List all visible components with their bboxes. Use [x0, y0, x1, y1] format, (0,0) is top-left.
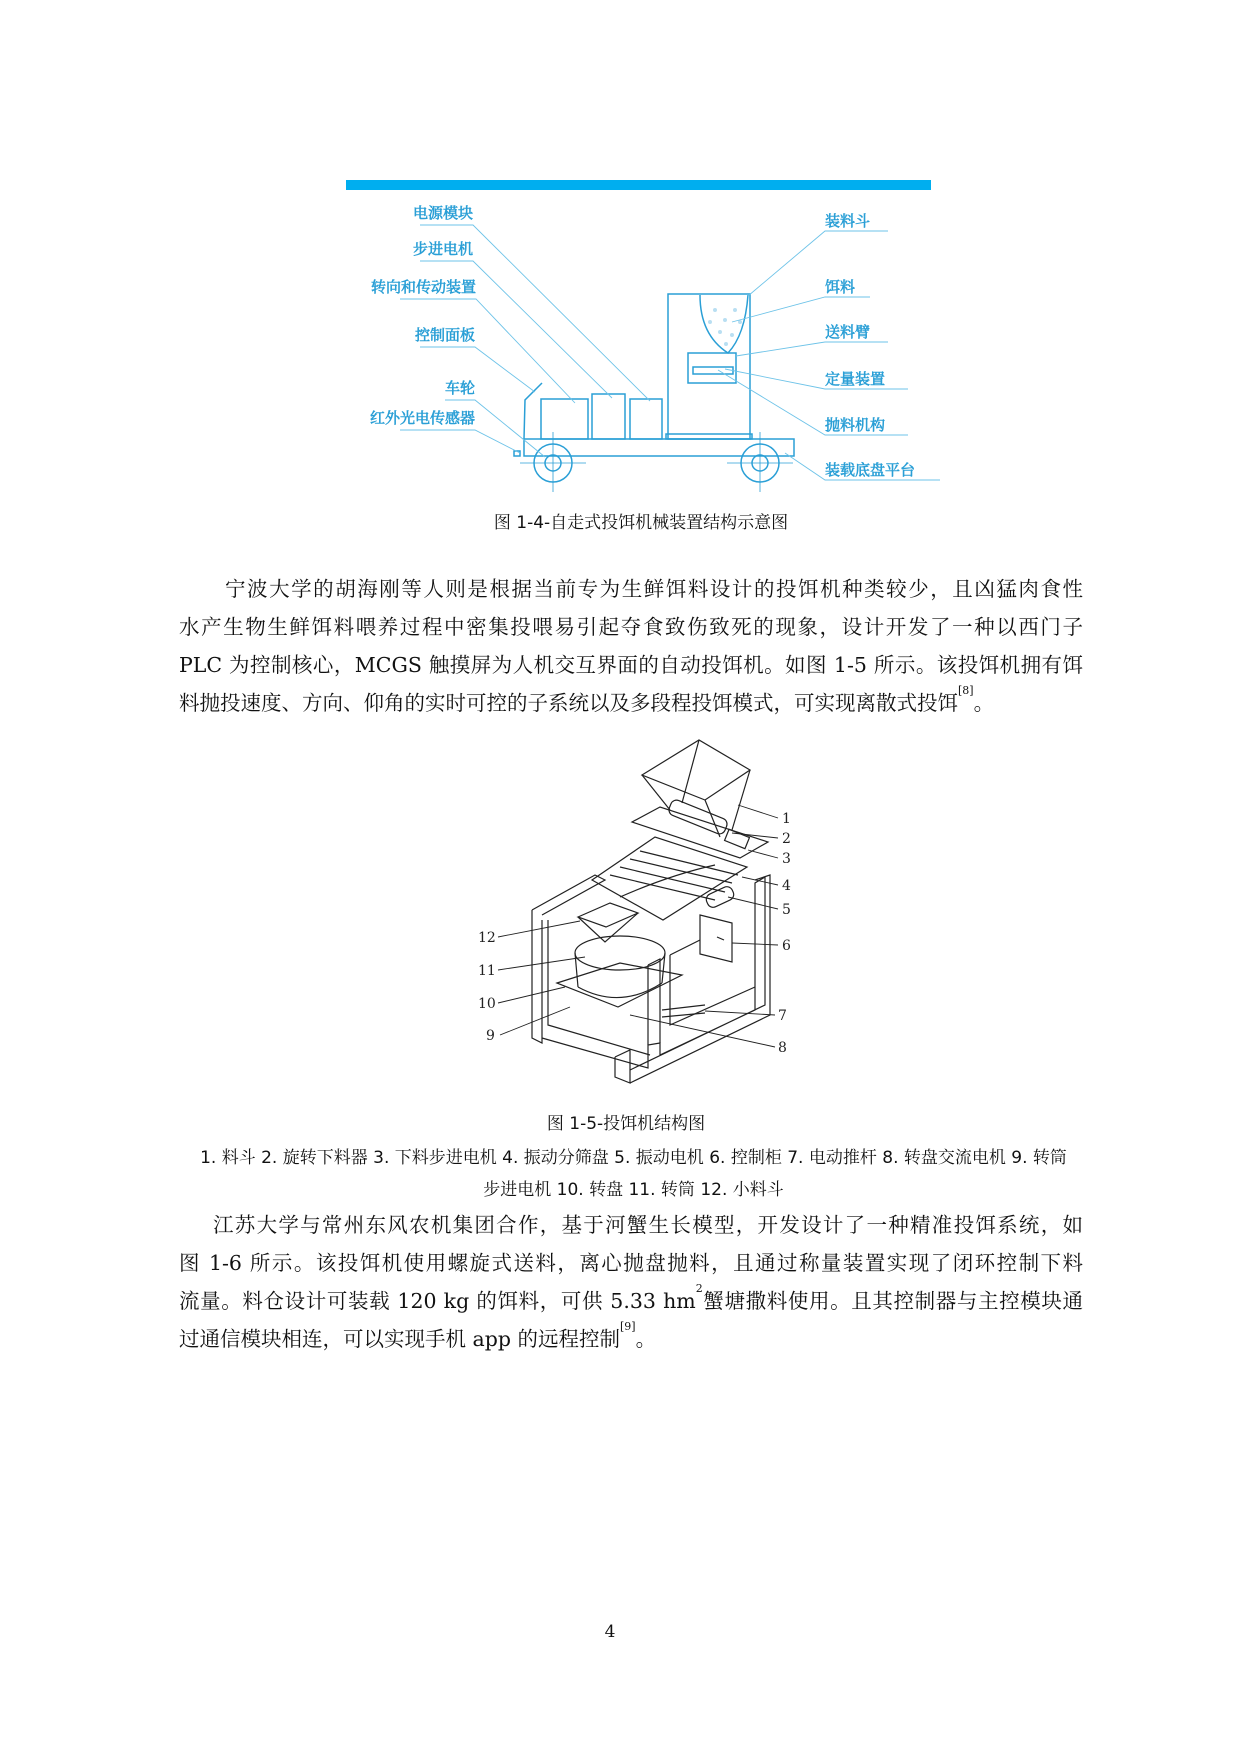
label-infrared-sensor: 红外光电传感器 [369, 409, 475, 427]
text: 。 [635, 1327, 657, 1351]
part-number: 5 [782, 902, 791, 918]
component-box [541, 399, 588, 439]
text: 蟹塘撒料使用。且其控制器与主控模块通 [702, 1289, 1084, 1313]
label-feeding-arm: 送料臂 [825, 323, 871, 341]
rotary-feeder [667, 798, 729, 835]
text-line: 江苏大学与常州东风农机集团合作，基于河蟹生长模型，开发设计了一种精准投饵系统，如 [213, 1213, 1083, 1237]
label-control-panel: 控制面板 [414, 326, 475, 344]
part-number: 12 [478, 930, 496, 946]
figure-feeder-vehicle-diagram [340, 170, 940, 510]
paragraph-1 [179, 570, 1083, 722]
page-number: 4 [604, 1622, 616, 1642]
electric-push-rod [662, 1005, 705, 1017]
label-steering-transmission: 转向和传动装置 [370, 278, 476, 296]
wheel [727, 432, 793, 492]
text-line: PLC 为控制核心，MCGS 触摸屏为人机交互界面的自动投饵机。如图 1-5 所示。该投饵机拥有饵 [179, 653, 1083, 677]
part-number: 7 [778, 1008, 787, 1024]
label-chassis-platform: 装载底盘平台 [825, 461, 916, 479]
turntable-drum [575, 936, 665, 998]
text-line: 水产生物生鲜饵料喂养过程中密集投喂易引起夺食致伤致死的现象，设计开发了一种以西门子 [179, 615, 1083, 639]
part-number: 11 [478, 963, 496, 979]
part-number: 6 [782, 938, 791, 954]
label-dosing-device: 定量装置 [825, 370, 886, 388]
main-hopper [642, 740, 750, 837]
text-line [179, 1320, 1083, 1358]
text-line: 图 1-6 所示。该投饵机使用螺旋式送料，离心抛盘抛料，且通过称量装置实现了闭环控制下料 [179, 1251, 1083, 1275]
text-line [179, 684, 1083, 722]
figure-2-legend-line: 1. 料斗 2. 旋转下料器 3. 下料步进电机 4. 振动分筛盘 5. 振动电机 6. 控制柜 7. 电动推杆 8. 转盘交流电机 9. 转筒 [200, 1148, 1067, 1168]
wheel [520, 432, 586, 492]
text: 过通信模块相连，可以实现手机 app 的远程控制 [179, 1327, 620, 1351]
part-number: 10 [478, 996, 496, 1012]
label-wheel: 车轮 [444, 379, 475, 397]
citation: [9] [620, 1320, 636, 1333]
handle [524, 383, 542, 439]
part-number: 4 [782, 878, 791, 894]
part-number: 9 [486, 1028, 495, 1044]
text-line [179, 1282, 1083, 1320]
control-cabinet [700, 915, 732, 962]
label-hopper: 装料斗 [825, 212, 871, 230]
vibrating-sieve-tray [592, 837, 747, 920]
figure-feeder-structure-drawing [470, 725, 800, 1085]
label-bait: 饵料 [825, 278, 856, 296]
feeder-box [688, 353, 736, 383]
hopper-plate [632, 807, 768, 858]
part-number: 1 [782, 811, 791, 827]
part-number: 2 [782, 831, 791, 847]
figure-2-legend-line: 步进电机 10. 转盘 11. 转筒 12. 小料斗 [483, 1180, 784, 1200]
text: 料抛投速度、方向、仰角的实时可控的子系统以及多段程投饵模式，可实现离散式投饵 [179, 691, 958, 715]
part-number: 3 [782, 851, 791, 867]
figure-2-caption: 图 1-5-投饵机结构图 [546, 1114, 706, 1134]
hopper [700, 295, 748, 353]
text: 流量。料仓设计可装载 120 kg 的饵料，可供 5.33 hm [179, 1289, 696, 1313]
label-throwing-mechanism: 抛料机构 [825, 416, 886, 434]
label-stepper-motor: 步进电机 [412, 240, 473, 258]
figure-1-caption: 图 1-4-自走式投饵机械装置结构示意图 [493, 513, 789, 533]
superscript: 2 [695, 1282, 703, 1295]
citation: [8] [958, 684, 974, 697]
component-box [592, 394, 625, 439]
feeder-stepper-motor [725, 829, 750, 848]
text: 。 [973, 691, 995, 715]
label-power-module: 电源模块 [412, 204, 473, 222]
paragraph-2 [179, 1206, 1083, 1358]
component-box [630, 399, 662, 439]
small-hopper [578, 903, 638, 927]
part-number: 8 [778, 1040, 787, 1056]
text-line: 宁波大学的胡海刚等人则是根据当前专为生鲜饵料设计的投饵机种类较少，且凶猛肉食性 [225, 577, 1083, 601]
